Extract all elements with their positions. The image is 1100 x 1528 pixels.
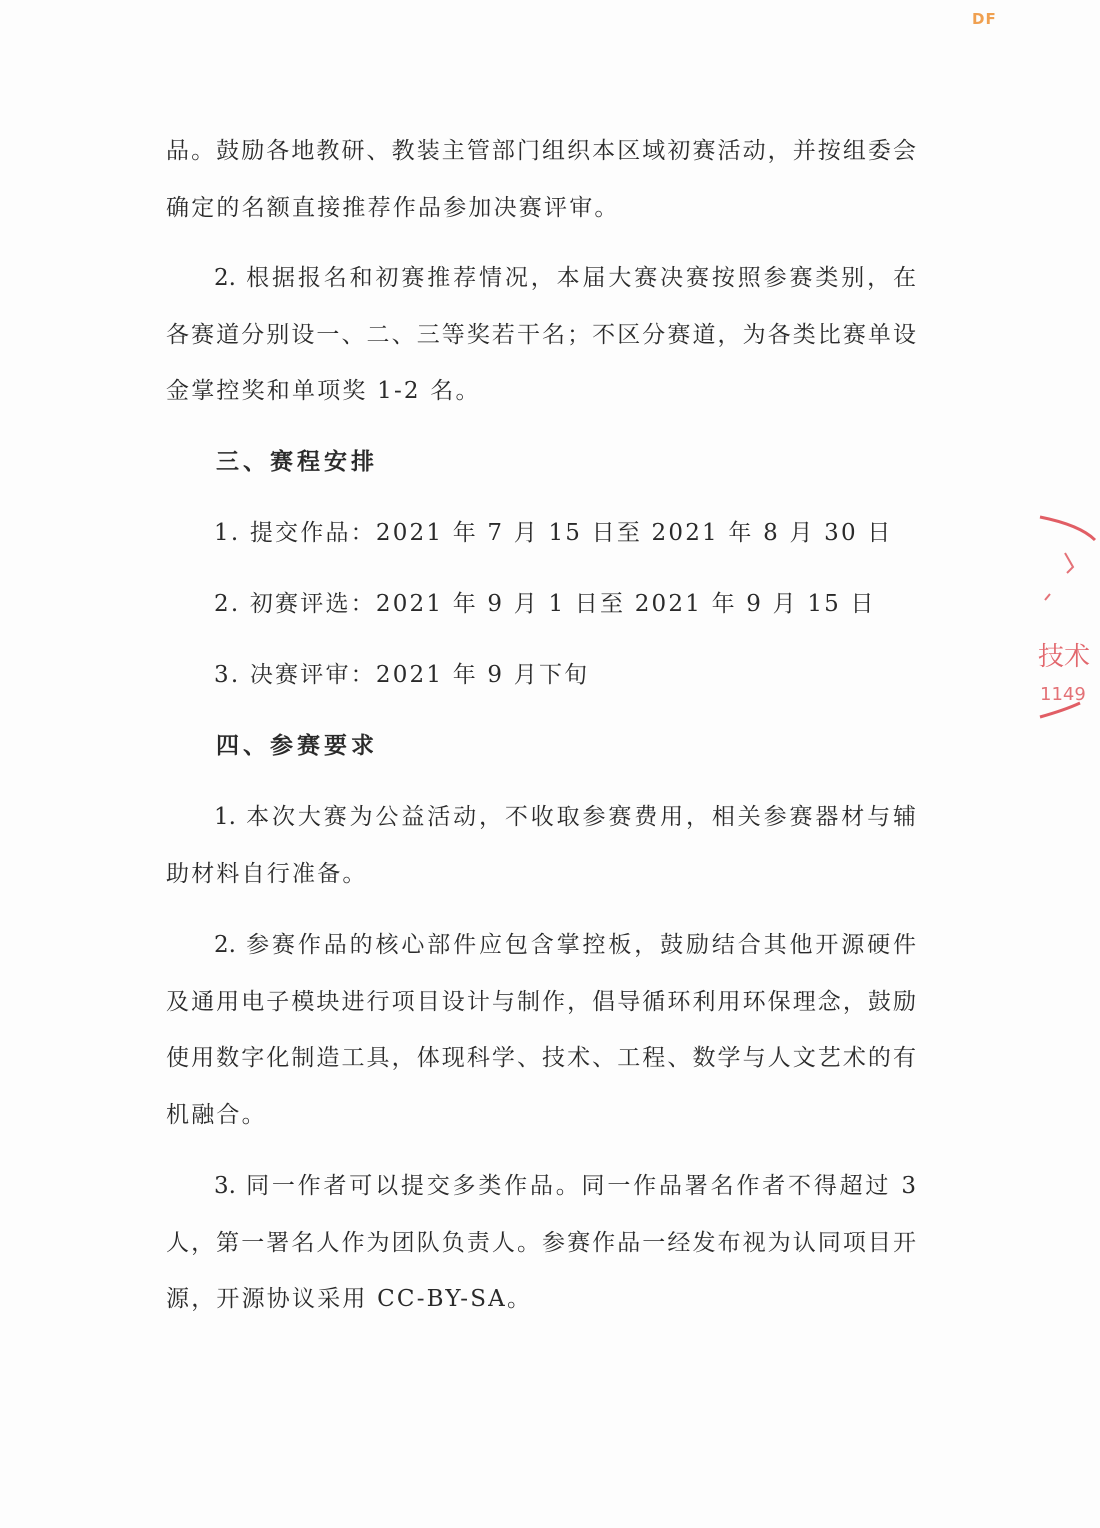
- paragraph-line: 品。鼓励各地教研、教装主管部门组织本区域初赛活动，并按组委会: [166, 138, 916, 164]
- paragraph-line: 机融合。: [166, 1102, 267, 1128]
- paragraph-line: 3. 同一作者可以提交多类作品。同一作品署名作者不得超过 3: [214, 1173, 916, 1199]
- paragraph-line: 人，第一署名人作为团队负责人。参赛作品一经发布视为认同项目开: [166, 1230, 916, 1256]
- paragraph-line: 1. 本次大赛为公益活动，不收取参赛费用，相关参赛器材与辅: [214, 804, 916, 830]
- paragraph-line: 助材料自行准备。: [166, 861, 368, 887]
- schedule-item: 2. 初赛评选：2021 年 9 月 1 日至 2021 年 9 月 15 日: [214, 591, 876, 617]
- paragraph-line: 2. 参赛作品的核心部件应包含掌控板，鼓励结合其他开源硬件: [214, 932, 916, 958]
- seal-number: 1149: [1040, 684, 1086, 705]
- paragraph-line: 金掌控奖和单项奖 1-2 名。: [166, 378, 481, 404]
- paragraph-line: 确定的名额直接推荐作品参加决赛评审。: [166, 195, 620, 221]
- paragraph-line: 及通用电子模块进行项目设计与制作，倡导循环利用环保理念，鼓励: [166, 989, 916, 1015]
- paragraph-line: 使用数字化制造工具，体现科学、技术、工程、数学与人文艺术的有: [166, 1045, 916, 1071]
- paragraph-line: 源，开源协议采用 CC-BY-SA。: [166, 1286, 533, 1312]
- section-heading: 三、赛程安排: [216, 448, 378, 475]
- schedule-item: 3. 决赛评审：2021 年 9 月下旬: [214, 662, 590, 688]
- official-seal-stamp: [1020, 505, 1100, 735]
- paragraph-line: 各赛道分别设一、二、三等奖若干名；不区分赛道，为各类比赛单设: [166, 322, 916, 348]
- watermark-logo: DF: [972, 10, 997, 28]
- schedule-item: 1. 提交作品：2021 年 7 月 15 日至 2021 年 8 月 30 日: [214, 520, 893, 546]
- section-heading: 四、参赛要求: [216, 732, 378, 759]
- paragraph-line: 2. 根据报名和初赛推荐情况，本届大赛决赛按照参赛类别，在: [214, 265, 916, 291]
- seal-text: 技术: [1038, 642, 1091, 672]
